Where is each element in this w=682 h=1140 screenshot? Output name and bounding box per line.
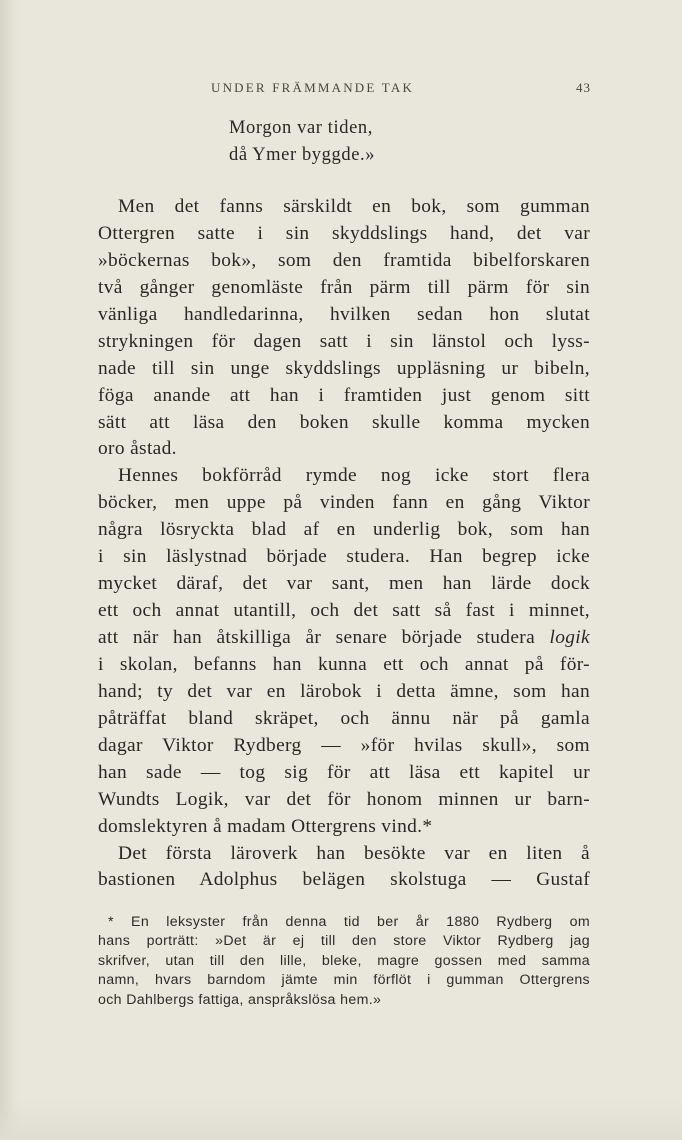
verse-quote — [229, 115, 375, 169]
text-line: påträffat bland skräpet, och ännu när på gamla — [98, 707, 590, 729]
text-line: dagar Viktor Rydberg — »för hvilas skull», som — [98, 734, 590, 756]
text-line: böcker, men uppe på vinden fann en gång Viktor — [98, 492, 590, 514]
text-line: ett och annat utantill, och det satt så fast i minnet, — [98, 600, 590, 622]
text-line: Wundts Logik, var det för honom minnen ur barn- — [98, 788, 590, 810]
text-line: vänliga handledarinna, hvilken sedan hon slutat — [98, 303, 590, 325]
footnote-line: och Dahlbergs fattiga, anspråkslösa hem.» — [98, 991, 382, 1008]
footnote-line: namn, hvars barndom jämte min förflöt i gumman Ottergrens — [98, 972, 590, 989]
page-number: 43 — [576, 80, 591, 95]
text-line: domslektyren å madam Ottergrens vind.* — [98, 815, 433, 837]
page-gutter-shadow — [0, 0, 22, 1140]
running-header — [0, 80, 682, 100]
footnote-line: skrifver, utan till den lille, bleke, magre gossen med samma — [98, 952, 590, 969]
verse-line: då Ymer byggde.» — [229, 145, 376, 165]
running-title: UNDER FRÄMMANDE TAK — [211, 80, 415, 95]
text-line-logik — [98, 625, 590, 652]
text-line: mycket däraf, det var sant, men han lärde dock — [98, 573, 590, 595]
verse-line: Morgon var tiden, — [229, 118, 373, 138]
text-line: sätt att läsa den boken skulle komma mycken — [98, 411, 590, 433]
footnote-line: * En leksyster från denna tid ber år 1880 Rydberg om — [108, 914, 590, 930]
text-line: två gånger genomläste från pärm till pärm för sin — [98, 276, 590, 298]
text-line: han sade — tog sig för att läsa ett kapitel ur — [98, 761, 590, 783]
main-text — [98, 194, 590, 894]
text-line: bastionen Adolphus belägen skolstuga — Gustaf — [98, 869, 590, 891]
footnote — [98, 913, 590, 1010]
text-line: i skolan, befanns han kunna ett och annat på för- — [98, 653, 590, 675]
text-line: några lösryckta blad af en underlig bok, som han — [98, 519, 590, 541]
text-line: »böckernas bok», som den framtida bibelforskaren — [98, 249, 590, 271]
text-fragment: att när han åtskilliga år senare började studera — [98, 627, 550, 648]
footnote-line: hans porträtt: »Det är ej till den store Viktor Rydberg jag — [98, 933, 590, 950]
text-line: Hennes bokförråd rymde nog icke stort flera — [118, 465, 590, 487]
text-line: hand; ty det var en lärobok i detta ämne, som han — [98, 680, 590, 702]
italic-word-logik: logik — [549, 627, 590, 648]
text-line: Det första läroverk han besökte var en liten å — [118, 842, 590, 864]
text-line: Ottergren satte i sin skyddslings hand, det var — [98, 222, 590, 244]
text-line: strykningen för dagen satt i sin länstol och lyss- — [98, 330, 590, 352]
text-line: i sin läslystnad började studera. Han begrep icke — [98, 546, 590, 568]
text-line: nade till sin unge skyddslings uppläsning ur bibeln, — [98, 357, 590, 379]
text-line: oro åstad. — [98, 438, 177, 460]
text-line: föga anande att han i framtiden just genom sitt — [98, 384, 590, 406]
text-line: Men det fanns särskildt en bok, som gumman — [118, 196, 590, 217]
page-bottom-shadow — [0, 1100, 682, 1140]
